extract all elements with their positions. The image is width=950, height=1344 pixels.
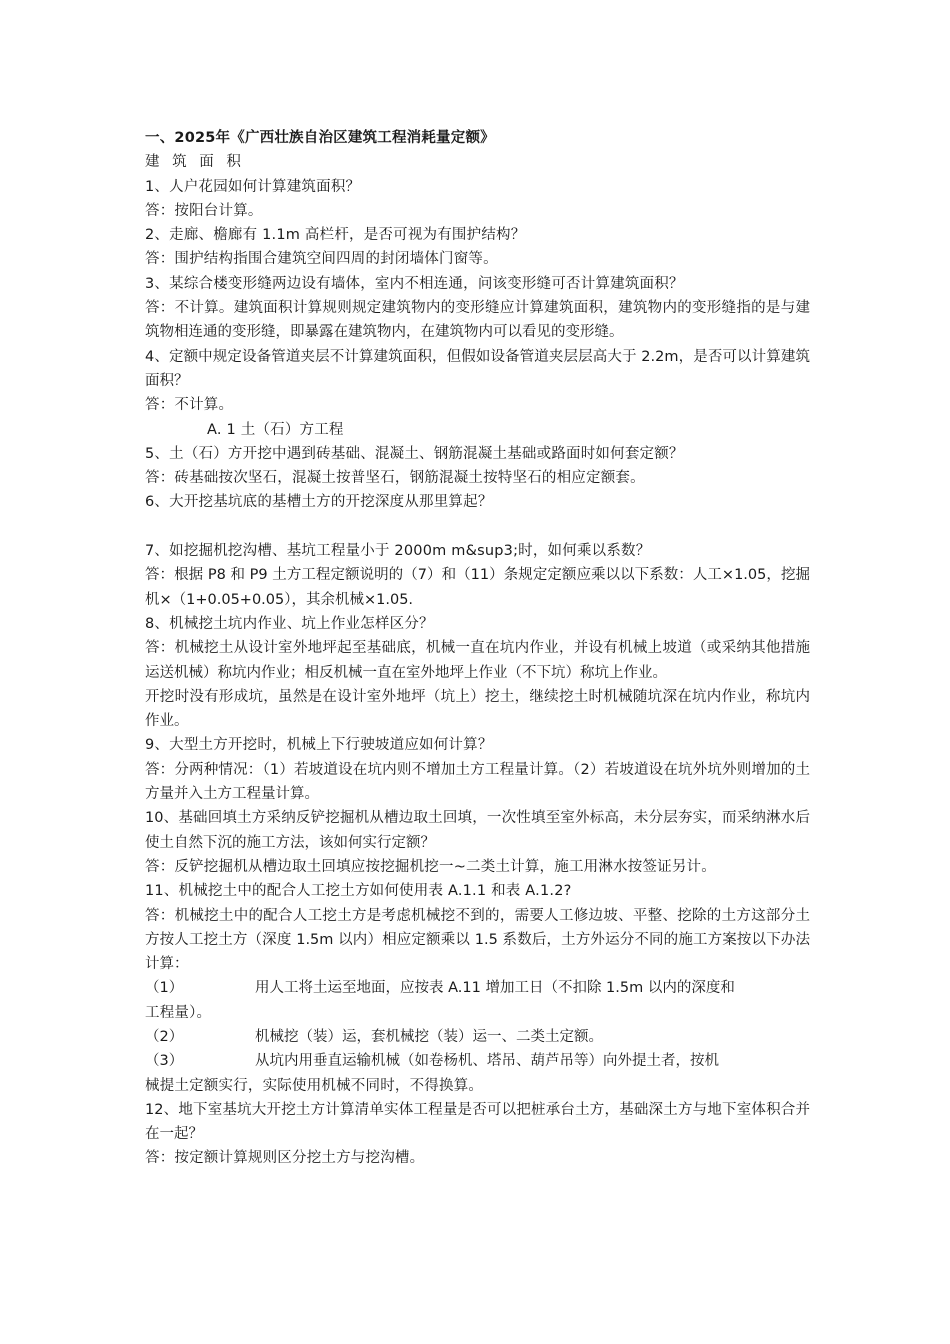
list-item-text: 从坑内用垂直运输机械（如卷杨机、塔吊、葫芦吊等）向外提土者，按机	[255, 1053, 719, 1070]
answer-10: 答：反铲挖掘机从槽边取土回填应按挖掘机挖一~二类土计算，施工用淋水按签证另计。	[145, 858, 716, 875]
answer-2: 答：围护结构指围合建筑空间四周的封闭墙体门窗等。	[145, 251, 498, 268]
list-item-continuation: 械提土定额实行，实际使用机械不同时，不得换算。	[145, 1077, 484, 1094]
list-item	[145, 976, 810, 1000]
question-6: 6、大开挖基坑底的基槽土方的开挖深度从那里算起？	[145, 494, 493, 511]
list-item-number: （1）	[145, 980, 184, 997]
answer-4: 答：不计算。	[145, 397, 234, 414]
document-page	[145, 126, 810, 1171]
numbered-list	[145, 976, 810, 1097]
list-item-continuation: 工程量）。	[145, 1004, 212, 1021]
question-8: 8、机械挖土坑内作业、坑上作业怎样区分？	[145, 615, 434, 632]
list-item	[145, 1025, 810, 1049]
answer-5: 答：砖基础按次坚石，混凝土按普坚石，钢筋混凝土按特坚石的相应定额套。	[145, 470, 645, 487]
question-3: 3、某综合楼变形缝两边设有墙体，室内不相连通，问该变形缝可否计算建筑面积？	[145, 275, 684, 292]
list-item-number: （3）	[145, 1053, 184, 1070]
question-5: 5、土（石）方开挖中遇到砖基础、混凝土、钢筋混凝土基础或路面时如何套定额？	[145, 445, 684, 462]
answer-9: 答：分两种情况：（1）若坡道设在坑内则不增加土方工程量计算。（2）若坡道设在坑外坑外则增加的土方量并入土方工程量计算。	[145, 761, 810, 803]
answer-3: 答：不计算。建筑面积计算规则规定建筑物内的变形缝应计算建筑面积，建筑物内的变形缝指的是与建筑物相连通的变形缝，即暴露在建筑物内，在建筑物内可以看见的变形缝。	[145, 300, 810, 341]
list-item-text: 用人工将土运至地面，应按表 A.11 增加工日（不扣除 1.5m 以内的深度和	[255, 980, 735, 997]
answer-11: 答：机械挖土中的配合人工挖土方是考虑机械挖不到的，需要人工修边坡、平整、挖除的土方这部分土方按人工挖土方（深度 1.5m 以内）相应定额乘以 1.5 系数后，土方外运分不同的施工方案按以下办法计算：	[145, 907, 810, 973]
document-title: 一、2025年《广西壮族自治区建筑工程消耗量定额》	[145, 130, 495, 146]
blank-line	[145, 515, 810, 539]
question-2: 2、走廊、檐廊有 1.1m 高栏杆，是否可视为有围护结构？	[145, 227, 526, 244]
section-heading: 建 筑 面 积	[145, 154, 245, 171]
answer-8: 答：机械挖土从设计室外地坪起至基础底，机械一直在坑内作业，并设有机械上坡道（或采纳其他措施运送机械）称坑内作业；相反机械一直在室外地坪上作业（不下坑）称坑上作业。	[145, 640, 810, 681]
answer-12: 答：按定额计算规则区分挖土方与挖沟槽。	[145, 1150, 425, 1167]
list-item-text: 机械挖（装）运，套机械挖（装）运一、二类土定额。	[255, 1028, 603, 1045]
subsection-heading: A. 1 土（石）方工程	[207, 421, 344, 438]
answer-1: 答：按阳台计算。	[145, 202, 263, 219]
question-11: 11、机械挖土中的配合人工挖土方如何使用表 A.1.1 和表 A.1.2?	[145, 883, 572, 900]
list-item	[145, 1049, 810, 1073]
question-4: 4、定额中规定设备管道夹层不计算建筑面积，但假如设备管道夹层层高大于 2.2m，是否可以计算建筑面积？	[145, 348, 810, 389]
list-item-number: （2）	[145, 1028, 184, 1045]
question-10: 10、基础回填土方采纳反铲挖掘机从槽边取土回填，一次性填至室外标高，未分层夯实，而采纳淋水后使土自然下沉的施工方法，该如何实行定额？	[145, 810, 810, 851]
question-12: 12、地下室基坑大开挖土方计算清单实体工程量是否可以把桩承台土方，基础深土方与地下室体积合并在一起？	[145, 1101, 810, 1143]
question-9: 9、大型土方开挖时，机械上下行驶坡道应如何计算？	[145, 737, 493, 754]
answer-7: 答：根据 P8 和 P9 土方工程定额说明的（7）和（11）条规定定额应乘以以下系数：人工×1.05，挖掘机×（1+0.05+0.05），其余机械×1.05.	[145, 567, 810, 608]
answer-8-continued: 开挖时没有形成坑，虽然是在设计室外地坪（坑上）挖土，继续挖土时机械随坑深在坑内作业，称坑内作业。	[145, 688, 810, 730]
question-7: 7、如挖掘机挖沟槽、基坑工程量小于 2000m m&sup3;时，如何乘以系数？	[145, 543, 651, 560]
question-1: 1、人户花园如何计算建筑面积？	[145, 178, 361, 195]
